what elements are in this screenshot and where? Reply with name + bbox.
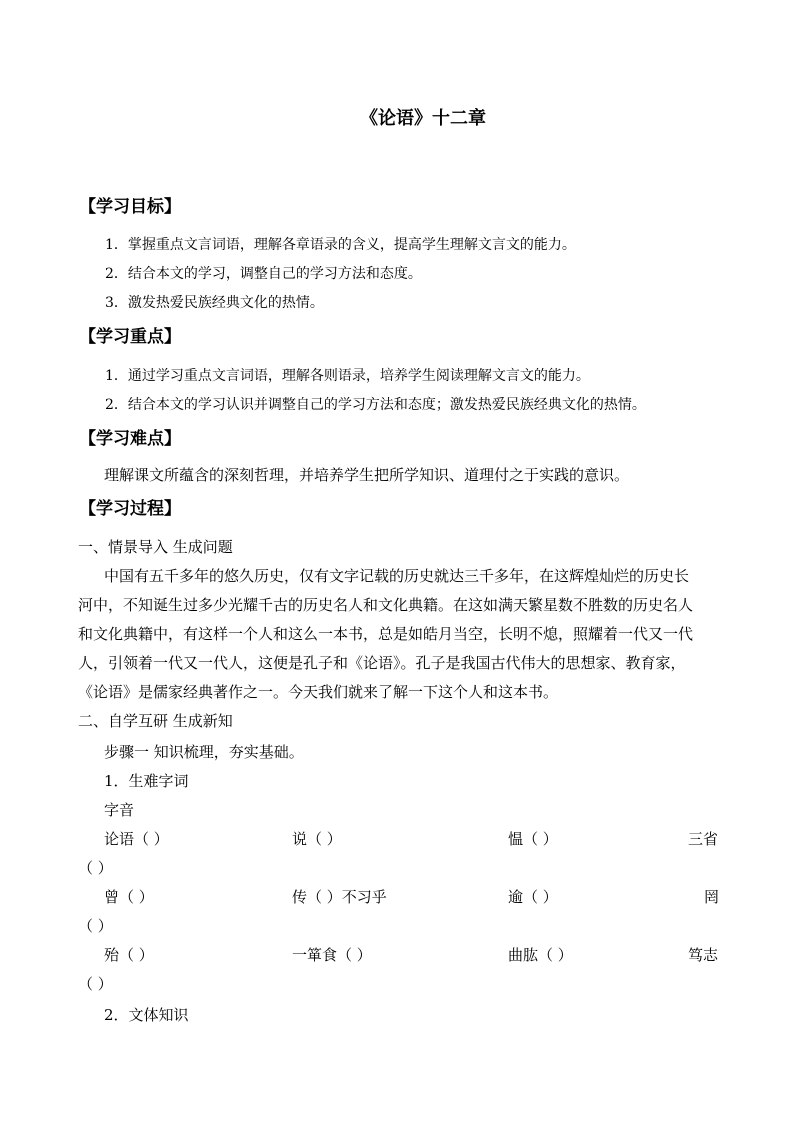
blank-yu[interactable]: 逾（ ）: [508, 888, 558, 906]
blank-chuan[interactable]: 传（ ）不习乎: [292, 888, 387, 906]
sub2-title: 2．文体知识: [104, 1006, 189, 1024]
part1-title: 一、情景导入 生成问题: [78, 538, 233, 556]
blank-yun[interactable]: 愠（ ）: [508, 830, 558, 848]
difficulty-text: 理解课文所蕴含的深刻哲理，并培养学生把所学知识、道理付之于实践的意识。: [104, 466, 630, 484]
heading-goals: 【学习目标】: [79, 197, 181, 217]
blank-shuo[interactable]: 说（ ）: [292, 830, 342, 848]
blank-yidansi[interactable]: 一箪食（ ）: [292, 946, 372, 964]
goal-item-2: 2．结合本文的学习，调整自己的学习方法和态度。: [105, 266, 422, 282]
blank-wang-cont[interactable]: （ ）: [78, 917, 113, 935]
blank-duzhi[interactable]: 笃志: [688, 946, 719, 964]
blank-qugong[interactable]: 曲肱（ ）: [508, 946, 573, 964]
blank-lunyu[interactable]: 论语（ ）: [104, 830, 169, 848]
blank-sanxing-cont[interactable]: （ ）: [78, 859, 113, 877]
blank-duzhi-cont[interactable]: （ ）: [78, 975, 113, 993]
part1-line-5: 《论语》是儒家经典著作之一。今天我们就来了解一下这个人和这本书。: [78, 683, 559, 701]
part1-line-3: 和文化典籍中，有这样一个人和这么一本书，总是如皓月当空，长明不熄，照耀着一代又一代: [78, 625, 694, 643]
blank-sanxing[interactable]: 三省: [688, 830, 719, 848]
focus-item-1: 1．通过学习重点文言词语，理解各则语录，培养学生阅读理解文言文的能力。: [105, 368, 590, 384]
page-title: 《论语》十二章: [360, 108, 486, 129]
heading-focus: 【学习重点】: [79, 327, 181, 347]
heading-difficulty: 【学习难点】: [79, 429, 181, 449]
part1-line-4: 人，引领着一代又一代人，这便是孔子和《论语》。孔子是我国古代伟大的思想家、教育家，: [78, 654, 686, 672]
blank-wang[interactable]: 罔: [704, 888, 720, 906]
goal-item-1: 1．掌握重点文言词语，理解各章语录的含义，提高学生理解文言文的能力。: [105, 237, 576, 253]
sub1-title: 1．生难字词: [104, 772, 189, 790]
pronunciation-label: 字音: [104, 801, 135, 819]
part1-line-1: 中国有五千多年的悠久历史，仅有文字记载的历史就达三千多年，在这辉煌灿烂的历史长: [104, 567, 690, 585]
part1-line-2: 河中，不知诞生过多少光耀千古的历史名人和文化典籍。在这如满天繁星数不胜数的历史名人: [78, 596, 694, 614]
step1-title: 步骤一 知识梳理，夯实基础。: [104, 743, 304, 761]
blank-zeng[interactable]: 曾（ ）: [104, 888, 154, 906]
part2-title: 二、自学互研 生成新知: [78, 712, 233, 730]
blank-dai[interactable]: 殆（ ）: [104, 946, 154, 964]
goal-item-3: 3．激发热爱民族经典文化的热情。: [105, 295, 324, 311]
focus-item-2: 2．结合本文的学习认识并调整自己的学习方法和态度；激发热爱民族经典文化的热情。: [105, 397, 646, 413]
heading-process: 【学习过程】: [79, 499, 181, 519]
